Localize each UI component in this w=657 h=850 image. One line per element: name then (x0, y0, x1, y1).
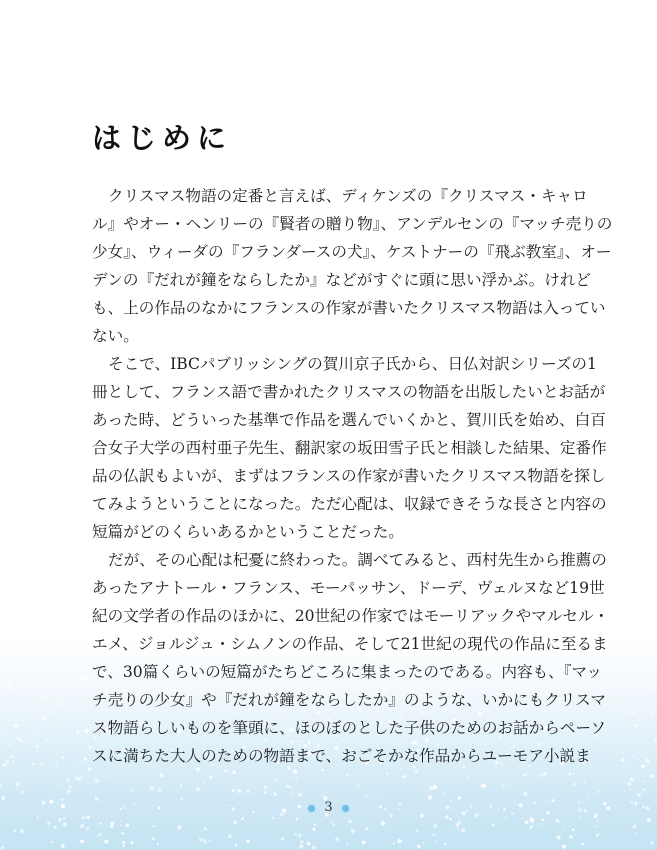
text-line: 少女』、ウィーダの『フランダースの犬』、ケストナーの『飛ぶ教室』、オー (92, 243, 612, 261)
text-line: クリスマス物語の定番と言えば、ディケンズの『クリスマス・キャロ (108, 187, 588, 205)
text-line: で、30篇くらいの短篇がたちどころに集まったのである。内容も、『マッ (92, 663, 603, 681)
text-line: エメ、ジョルジュ・シムノンの作品、そして21世紀の現代の作品に至るま (92, 635, 608, 653)
blue-dot-icon (308, 805, 315, 812)
text-line: あった時、どういった基準で作品を選んでいくかと、賀川氏を始め、白百 (92, 411, 606, 429)
text-line: スに満ちた大人のための物語まで、おごそかな作品からユーモア小説ま (92, 747, 591, 765)
text-line: そこで、IBCパブリッシングの賀川京子氏から、日仏対訳シリーズの1 (108, 355, 597, 373)
text-line: 紀の文学者の作品のほかに、20世紀の作家ではモーリアックやマルセル・ (92, 607, 610, 625)
text-line: 冊として、フランス語で書かれたクリスマスの物語を出版したいとお話が (92, 383, 606, 401)
text-line: ス物語らしいものを筆頭に、ほのぼのとした子供のためのお話からペーソ (92, 719, 606, 737)
text-line: てみようということになった。ただ心配は、収録できそうな長さと内容の (92, 495, 607, 513)
page-number: 3 (324, 800, 333, 815)
text-line: ない。 (92, 327, 139, 345)
text-line: 合女子大学の西村亜子先生、翻訳家の坂田雪子氏と相談した結果、定番作 (92, 439, 607, 457)
text-line: も、上の作品のなかにフランスの作家が書いたクリスマス物語は入ってい (92, 299, 606, 317)
text-line: だが、その心配は杞憂に終わった。調べてみると、西村先生から推薦の (108, 551, 607, 569)
text-line: あったアナトール・フランス、モーパッサン、ドーデ、ヴェルヌなど19世 (92, 579, 605, 597)
text-line: デンの『だれが鐘をならしたか』などがすぐに頭に思い浮かぶ。けれど (92, 271, 592, 289)
text-line: 短篇がどのくらいあるかということだった。 (92, 523, 404, 541)
text-line: 品の仏訳もよいが、まずはフランスの作家が書いたクリスマス物語を探し (92, 467, 606, 485)
page-title: はじめに (92, 121, 233, 155)
text-line: チ売りの少女』や『だれが鐘をならしたか』のような、いかにもクリスマ (92, 691, 606, 709)
blue-dot-icon (342, 805, 349, 812)
text-line: ル』やオー・ヘンリーの『賢者の贈り物』、アンデルセンの『マッチ売りの (92, 215, 613, 233)
page-number-footer (0, 798, 657, 818)
